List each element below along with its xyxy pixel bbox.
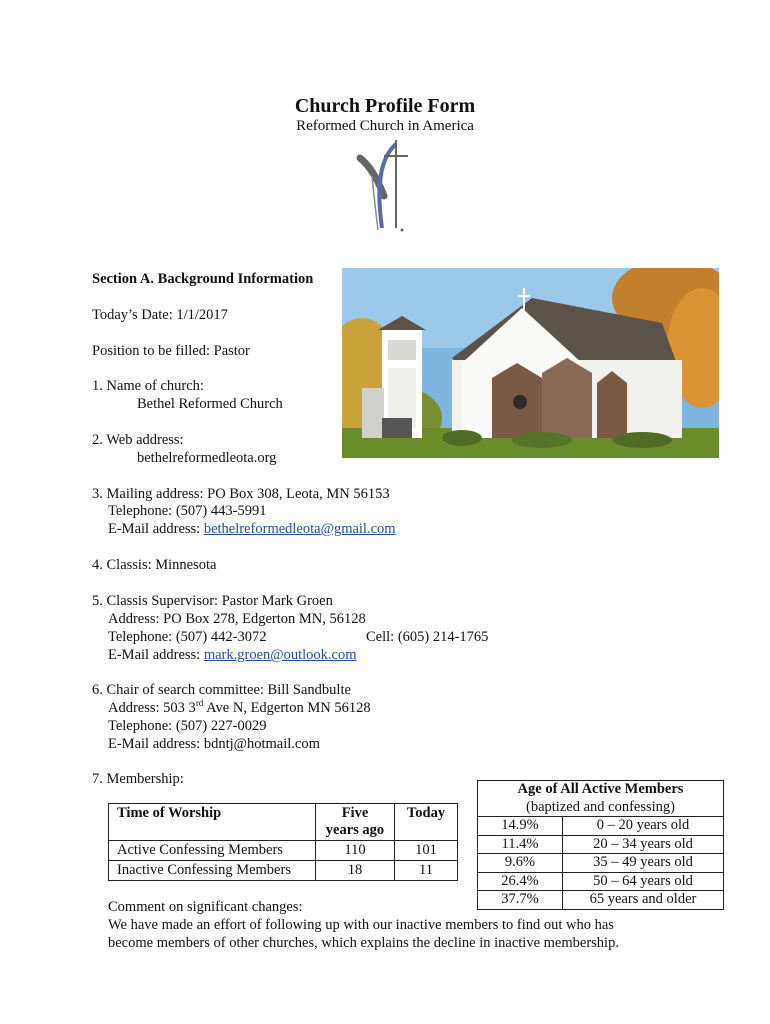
worship-col-header: Five years ago bbox=[316, 804, 395, 841]
table-row bbox=[478, 817, 724, 836]
today-value: 11 bbox=[395, 861, 458, 881]
chair-email: E-Mail address: bdntj@hotmail.com bbox=[108, 736, 320, 752]
row-label: Inactive Confessing Members bbox=[109, 861, 316, 881]
age-range: 50 – 64 years old bbox=[563, 872, 724, 891]
chair-telephone: Telephone: (507) 227-0029 bbox=[108, 718, 267, 734]
age-table bbox=[477, 780, 724, 910]
supervisor-address: Address: PO Box 278, Edgerton MN, 56128 bbox=[108, 611, 366, 627]
rca-logo bbox=[352, 136, 416, 241]
age-range: 35 – 49 years old bbox=[563, 854, 724, 873]
classis: 4. Classis: Minnesota bbox=[92, 557, 217, 573]
age-table-title: Age of All Active Members bbox=[478, 781, 724, 799]
five-years-ago-value: 110 bbox=[316, 841, 395, 861]
table-row bbox=[478, 854, 724, 873]
section-a-heading: Section A. Background Information bbox=[92, 271, 314, 287]
age-percent: 37.7% bbox=[478, 891, 563, 910]
mailing-email-link[interactable]: bethelreformedleota@gmail.com bbox=[203, 521, 396, 537]
comment-line-1: We have made an effort of following up with our inactive members to find out who has bbox=[108, 917, 614, 933]
table-header-row bbox=[109, 804, 458, 841]
age-percent: 9.6% bbox=[478, 854, 563, 873]
mailing-email-label: E-Mail address: bbox=[108, 521, 204, 537]
page-title: Church Profile Form bbox=[294, 95, 476, 117]
age-range: 20 – 34 years old bbox=[563, 835, 724, 854]
worship-col-header: Time of Worship bbox=[109, 804, 316, 841]
five-years-ago-value: 18 bbox=[316, 861, 395, 881]
comment-line-2: become members of other churches, which explains the decline in inactive membership. bbox=[108, 935, 619, 951]
mailing-address: 3. Mailing address: PO Box 308, Leota, MN 56153 bbox=[92, 486, 390, 502]
table-row bbox=[109, 841, 458, 861]
today-value: 101 bbox=[395, 841, 458, 861]
church-name-value: Bethel Reformed Church bbox=[137, 396, 283, 412]
mailing-telephone: Telephone: (507) 443-5991 bbox=[108, 503, 267, 519]
age-range: 0 – 20 years old bbox=[563, 817, 724, 836]
membership-label: 7. Membership: bbox=[92, 771, 184, 787]
page-subtitle: Reformed Church in America bbox=[296, 118, 474, 134]
table-row bbox=[478, 835, 724, 854]
age-percent: 11.4% bbox=[478, 835, 563, 854]
web-address-value: bethelreformedleota.org bbox=[137, 450, 277, 466]
table-row bbox=[478, 872, 724, 891]
todays-date: Today’s Date: 1/1/2017 bbox=[92, 307, 228, 323]
classis-supervisor: 5. Classis Supervisor: Pastor Mark Groen bbox=[92, 593, 333, 609]
web-address-label: 2. Web address: bbox=[92, 432, 184, 448]
church-photo bbox=[342, 268, 719, 458]
age-table-subtitle: (baptized and confessing) bbox=[478, 799, 724, 817]
search-chair: 6. Chair of search committee: Bill Sandbulte bbox=[92, 682, 351, 698]
supervisor-email-label: E-Mail address: bbox=[108, 647, 204, 663]
supervisor-email-line bbox=[108, 647, 357, 664]
church-name-label: 1. Name of church: bbox=[92, 378, 204, 394]
comment-label: Comment on significant changes: bbox=[108, 899, 303, 915]
table-row bbox=[109, 861, 458, 881]
supervisor-email-link[interactable]: mark.groen@outlook.com bbox=[203, 647, 357, 663]
supervisor-telephone: Telephone: (507) 442-3072 bbox=[108, 629, 267, 645]
position-to-fill: Position to be filled: Pastor bbox=[92, 343, 250, 359]
supervisor-cell: Cell: (605) 214-1765 bbox=[366, 629, 489, 645]
table-row bbox=[478, 891, 724, 910]
age-range: 65 years and older bbox=[563, 891, 724, 910]
age-percent: 26.4% bbox=[478, 872, 563, 891]
chair-address: Address: 503 3rd Ave N, Edgerton MN 56128 bbox=[108, 698, 371, 716]
mailing-email-line bbox=[108, 521, 396, 538]
row-label: Active Confessing Members bbox=[109, 841, 316, 861]
worship-table bbox=[108, 803, 458, 881]
age-percent: 14.9% bbox=[478, 817, 563, 836]
worship-col-header: Today bbox=[395, 804, 458, 841]
